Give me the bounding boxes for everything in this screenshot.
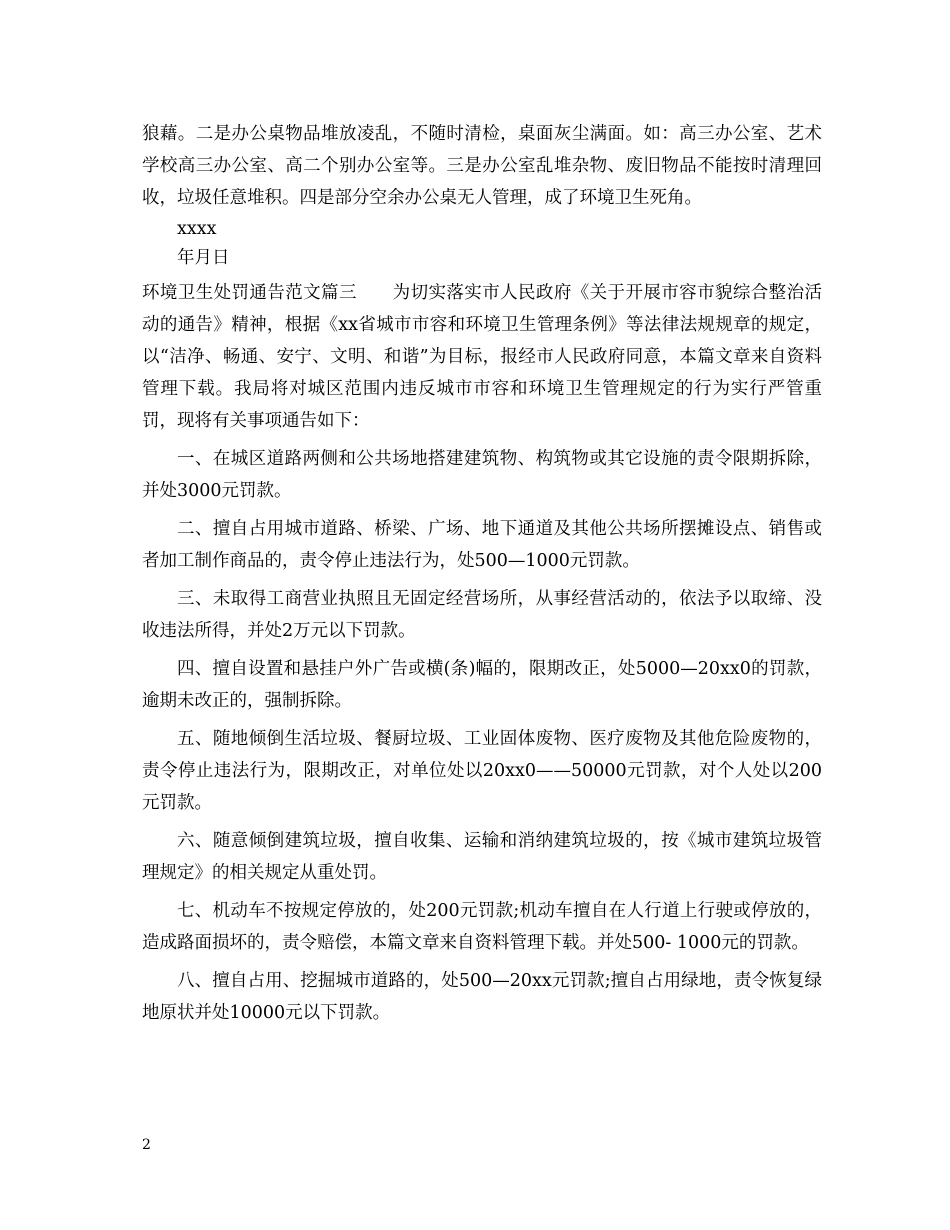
notice-item-5: 五、随地倾倒生活垃圾、餐厨垃圾、工业固体废物、医疗废物及其他危险废物的，责令停止违法行为，限期改正，对单位处以20xx0——50000元罚款，对个人处以200元罚款。 <box>142 729 822 813</box>
notice-item-2: 二、擅自占用城市道路、桥梁、广场、地下通道及其他公共场所摆摊设点、销售或者加工制作商品的，责令停止违法行为，处500—1000元罚款。 <box>142 519 822 571</box>
section-intro-paragraph: 环境卫生处罚通告范文篇三 为切实落实市人民政府《关于开展市容市貌综合整治活动的通告》精神，根据《xx省城市市容和环境卫生管理条例》等法律法规规章的规定，以“洁净、畅通、安宁、文明、和谐”为目标，报经市人民政府同意，本篇文章来自资料管理下载。我局将对城区范围内违反城市市容和环境卫生管理规定的行为实行严管重罚，现将有关事项通告如下： <box>142 283 822 431</box>
signature-name: xxxx <box>177 219 217 239</box>
signature-date: 年月日 <box>177 248 230 268</box>
continuation-paragraph: 狼藉。二是办公桌物品堆放凌乱，不随时清检，桌面灰尘满面。如：高三办公室、艺术学校高三办公室、高二个别办公室等。三是办公室乱堆杂物、废旧物品不能按时清理回收，垃圾任意堆积。四是部分空余办公桌无人管理，成了环境卫生死角。 <box>142 124 822 208</box>
page-body <box>142 118 822 1029</box>
page-number: 2 <box>142 1137 151 1153</box>
notice-item-4: 四、擅自设置和悬挂户外广告或横(条)幅的，限期改正，处5000—20xx0的罚款，逾期未改正的，强制拆除。 <box>142 659 822 711</box>
notice-item-6: 六、随意倾倒建筑垃圾，擅自收集、运输和消纳建筑垃圾的，按《城市建筑垃圾管理规定》的相关规定从重处罚。 <box>142 831 822 883</box>
notice-item-7: 七、机动车不按规定停放的，处200元罚款;机动车擅自在人行道上行驶或停放的，造成路面损坏的，责令赔偿，本篇文章来自资料管理下载。并处500- 1000元的罚款。 <box>142 901 822 953</box>
notice-item-3: 三、未取得工商营业执照且无固定经营场所，从事经营活动的，依法予以取缔、没收违法所得，并处2万元以下罚款。 <box>142 589 822 641</box>
notice-item-8: 八、擅自占用、挖掘城市道路的，处500—20xx元罚款;擅自占用绿地，责令恢复绿地原状并处10000元以下罚款。 <box>142 971 822 1023</box>
notice-item-1: 一、在城区道路两侧和公共场地搭建建筑物、构筑物或其它设施的责令限期拆除，并处3000元罚款。 <box>142 449 822 501</box>
